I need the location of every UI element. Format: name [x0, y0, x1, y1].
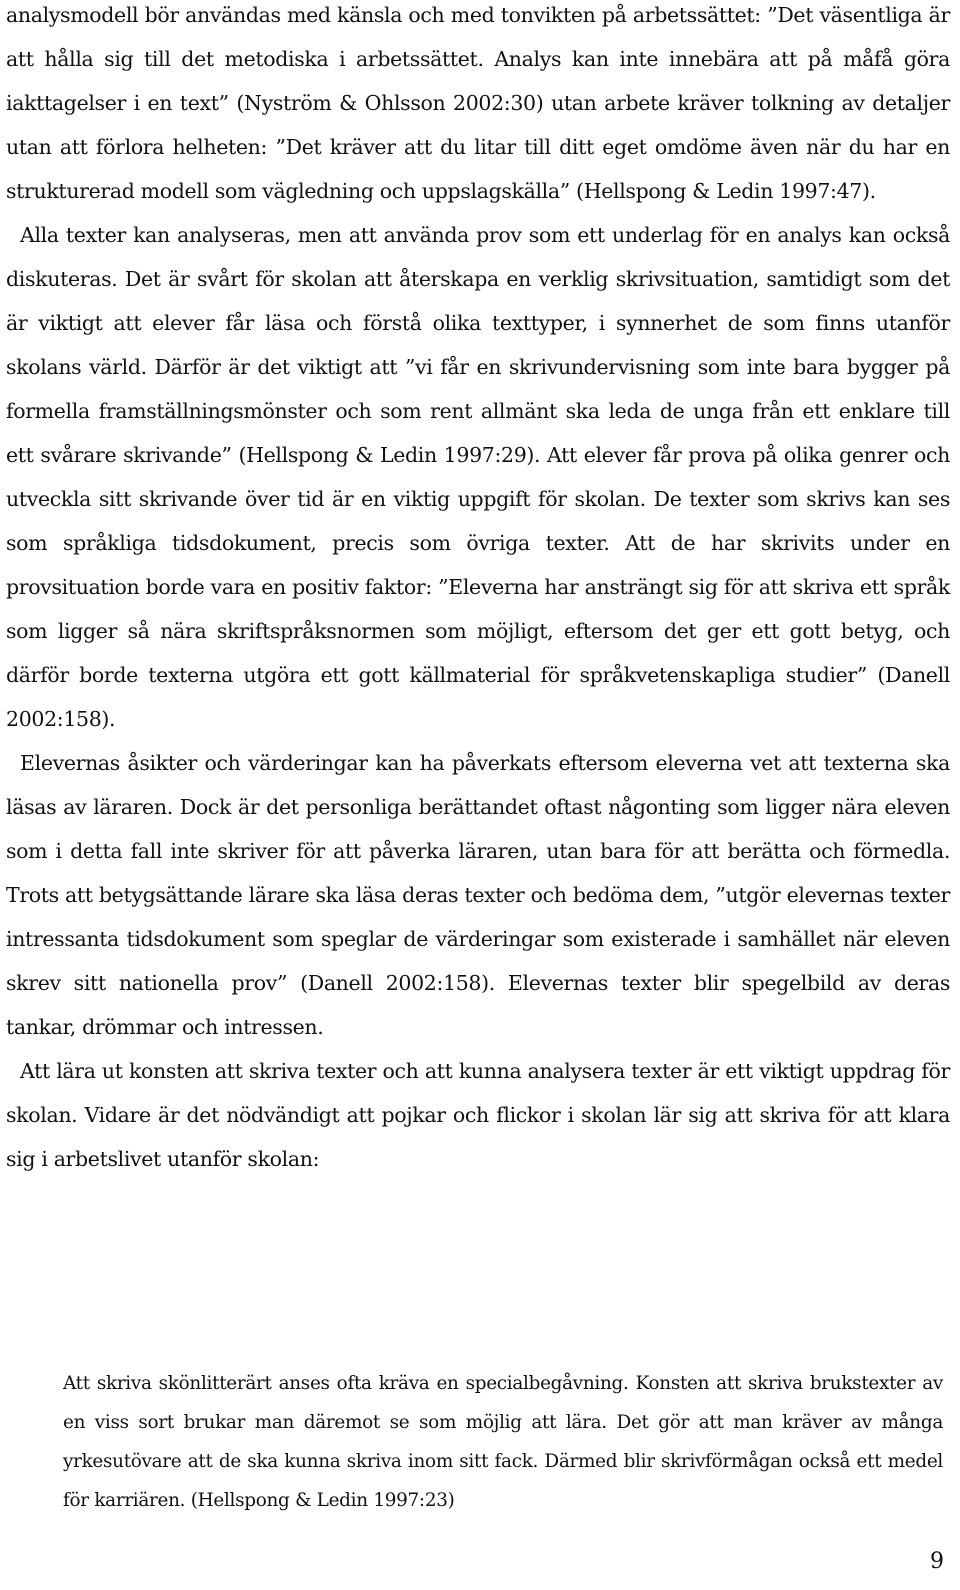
paragraph-teaching-writing: Att lära ut konsten att skriva texter och att kunna analysera texter är ett viktigt uppdrag för skolan. Vidare är det nödvändigt att pojkar och flickor i skolan lär sig att skriva för att klara sig i arbetslivet utanför skolan: [6, 1059, 950, 1171]
paragraph-exam-texts: Alla texter kan analyseras, men att använda prov som ett underlag för en analys kan också diskuteras. Det är svårt för skolan att återskapa en verklig skrivsituation, samtidigt som det är viktigt att elever får läsa och förstå olika texttyper, i synnerhet de som finns utanför skolans värld. Därför är det viktigt att ”vi får en skrivundervisning som inte bara bygger på formella framställningsmönster och som rent allmänt ska leda de unga från ett enklare till ett svårare skrivande” (Hellspong & Ledin 1997:29). Att elever får prova på olika genrer och utveckla sitt skrivande över tid är en viktig uppgift för skolan. De texter som skrivs kan ses som språkliga tidsdokument, precis som övriga texter. Att de har skrivits under en provsituation borde vara en positiv faktor: ”Eleverna har ansträngt sig för att skriva ett språk som ligger så nära skriftspråksnormen som möjligt, eftersom det ger ett gott betyg, och därför borde texterna utgöra ett gott källmaterial för språkvetenskapliga studier” (Danell 2002:158). [6, 223, 950, 731]
paragraph-analysis-method: analysmodell bör användas med känsla och med tonvikten på arbetssättet: ”Det väsentliga är att hålla sig till det metodiska i arbetssättet. Analys kan inte innebära att på måfå göra iakttagelser i en text” (Nyström & Ohlsson 2002:30) utan arbete kräver tolkning av detaljer utan att förlora helheten: ”Det kräver att du litar till ditt eget omdöme även när du har en strukturerad modell som vägledning och uppslagskälla” (Hellspong & Ledin 1997:47). [6, 3, 950, 203]
document-page [6, 0, 950, 1181]
page-number: 9 [930, 1549, 944, 1574]
paragraph-student-opinions: Elevernas åsikter och värderingar kan ha påverkats eftersom eleverna vet att texterna ska läsas av läraren. Dock är det personliga berättandet oftast någonting som ligger nära eleven som i detta fall inte skriver för att påverka läraren, utan bara för att berätta och förmedla. Trots att betygsättande lärare ska läsa deras texter och bedöma dem, ”utgör elevernas texter intressanta tidsdokument som speglar de värderingar som existerade i samhället när eleven skrev sitt nationella prov” (Danell 2002:158). Elevernas texter blir spegelbild av deras tankar, drömmar och intressen. [6, 751, 950, 1039]
block-quote: Att skriva skönlitterärt anses ofta kräva en specialbegåvning. Konsten att skriva brukstexter av en viss sort brukar man däremot se som möjlig att lära. Det gör att man kräver av många yrkesutövare att de ska kunna skriva inom sitt fack. Därmed blir skrivförmågan också ett medel för karriären. (Hellspong & Ledin 1997:23) [63, 1373, 943, 1511]
